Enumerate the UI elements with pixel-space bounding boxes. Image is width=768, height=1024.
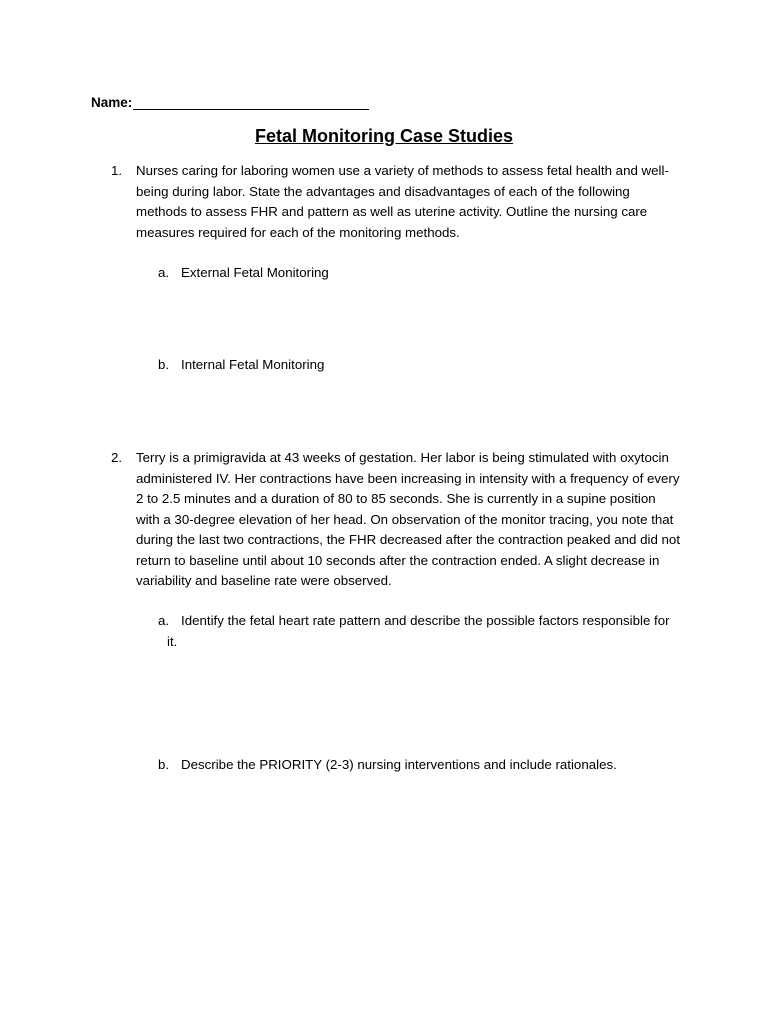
part-letter: a. bbox=[158, 613, 170, 628]
name-label: Name: bbox=[91, 95, 133, 110]
question-2-part-a bbox=[158, 611, 680, 652]
question-text: Nurses caring for laboring women use a variety of methods to assess fetal health and well-being during labor. State the advantages and disadvantages of each of the following methods to assess FHR and pattern as well as uterine activity. Outline the nursing care measures required for each of the monitoring methods. bbox=[136, 163, 669, 240]
question-1-part-b bbox=[158, 355, 680, 376]
part-letter: b. bbox=[158, 357, 170, 372]
question-2 bbox=[111, 448, 681, 592]
question-2-part-b bbox=[158, 755, 680, 776]
question-1 bbox=[111, 161, 681, 243]
part-letter: a. bbox=[158, 265, 170, 280]
question-text: Terry is a primigravida at 43 weeks of gestation. Her labor is being stimulated with oxytocin administered IV. Her contractions have been increasing in intensity with a frequency of every 2 to 2.5 minutes and a duration of 80 to 85 seconds. She is currently in a supine position with a 30-degree elevation of her head. On observation of the monitor tracing, you note that during the last two contractions, the FHR decreased after the contraction peaked and did not return to baseline until about 10 seconds after the contraction ended. A slight decrease in variability and baseline rate were observed. bbox=[136, 450, 681, 588]
part-letter: b. bbox=[158, 757, 170, 772]
page-title: Fetal Monitoring Case Studies bbox=[254, 126, 514, 146]
name-blank-line[interactable] bbox=[133, 95, 369, 110]
question-number: 1. bbox=[111, 163, 123, 178]
part-text: Describe the PRIORITY (2-3) nursing interventions and include rationales. bbox=[181, 757, 617, 772]
part-text: Identify the fetal heart rate pattern and describe the possible factors responsible for it. bbox=[167, 613, 670, 649]
part-text: External Fetal Monitoring bbox=[181, 265, 329, 280]
name-field bbox=[91, 95, 369, 110]
question-number: 2. bbox=[111, 450, 123, 465]
part-text: Internal Fetal Monitoring bbox=[181, 357, 325, 372]
question-1-part-a bbox=[158, 263, 680, 284]
